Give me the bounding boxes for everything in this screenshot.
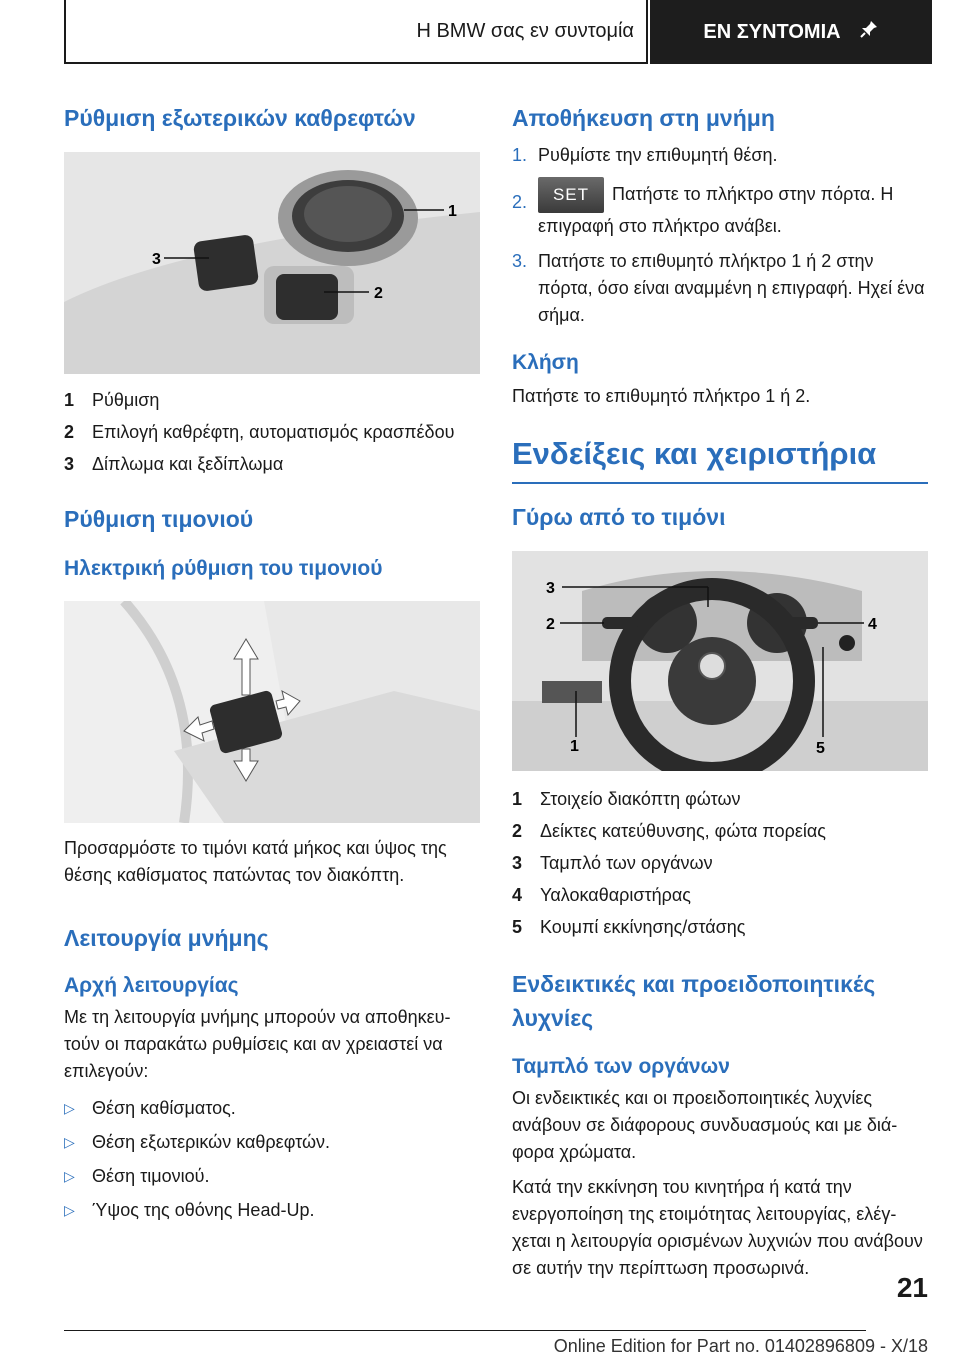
- mirror-callout: 1: [448, 203, 457, 220]
- mirror-callout: 2: [374, 285, 383, 302]
- left-column: [64, 100, 480, 1227]
- list-item: 1. Ρυθμίστε την επιθυμητή θέση.: [512, 145, 778, 165]
- pushpin-icon: [859, 19, 879, 45]
- steering-instruction: Προσαρμόστε το τιμόνι κατά μήκος και ύψος της θέσης καθίσματος πατώντας τον διακόπτη.: [64, 838, 447, 885]
- steering-subheading: Ηλεκτρική ρύθμιση του τιμονιού: [64, 557, 383, 580]
- memory-subheading: Αρχή λειτουργίας: [64, 974, 239, 997]
- header-section-title: Η BMW σας εν συντομία: [64, 0, 648, 64]
- cluster-text-2: Κατά την εκκίνηση του κινητήρα ή κατά την ενεργοποίηση της ετοιμότητας λειτουργίας, ελέγχεται η λειτουργία ορισμένων λυχνιών που ανάβουν σε αυτήν την περίπτωση προσωρινά.: [512, 1177, 923, 1278]
- mirror-heading: Ρύθμιση εξωτερικών καθρεφτών: [64, 105, 416, 131]
- cockpit-callout: 5: [816, 740, 825, 757]
- list-item: 1 Ρύθμιση: [64, 390, 160, 410]
- triangle-bullet-icon: ▷: [64, 1134, 75, 1150]
- list-item: 2 Δείκτες κατεύθυνσης, φώτα πορείας: [512, 821, 826, 841]
- header-chapter-tab[interactable]: ΕΝ ΣΥΝΤΟΜΙΑ: [650, 0, 932, 64]
- set-button-icon: SET: [538, 177, 604, 213]
- triangle-bullet-icon: ▷: [64, 1100, 75, 1116]
- list-item: 4 Υαλοκαθαριστήρας: [512, 885, 691, 905]
- recall-text: Πατήστε το επιθυμητό πλήκτρο 1 ή 2.: [512, 386, 811, 406]
- memory-heading: Λειτουργία μνήμης: [64, 925, 269, 951]
- around-wheel-heading: Γύρω από το τιμόνι: [512, 504, 726, 530]
- list-item: 2 Επιλογή καθρέφτη, αυτοματισμός κρασπέδου: [64, 422, 455, 442]
- list-item: ▷ Ύψος της οθόνης Head-Up.: [64, 1193, 480, 1227]
- list-item: 3 Ταμπλό των οργάνων: [512, 853, 713, 873]
- triangle-bullet-icon: ▷: [64, 1168, 75, 1184]
- memory-intro: Με τη λειτουργία μνήμης μπορούν να αποθηκευτούν οι παρακάτω ρυθμίσεις και αν χρειαστεί να επιλεγούν:: [64, 1007, 451, 1081]
- cluster-heading: Ταμπλό των οργάνων: [512, 1055, 730, 1078]
- cockpit-callout: 3: [546, 580, 555, 597]
- list-item: 2. SET Πατήστε το πλήκτρο στην πόρτα. Η επιγραφή στο πλήκτρο ανάβει.: [512, 177, 928, 240]
- cockpit-figure: [512, 551, 928, 771]
- mirror-controls-figure: [64, 152, 480, 374]
- footer-edition: Online Edition for Part no. 01402896809 - X/18: [553, 1336, 928, 1356]
- list-item: 1 Στοιχείο διακόπτη φώτων: [512, 789, 741, 809]
- cockpit-callout: 2: [546, 616, 555, 633]
- page-number: 21: [896, 1272, 928, 1303]
- steering-switch-figure: [64, 601, 480, 823]
- list-item: ▷ Θέση καθίσματος.: [64, 1091, 480, 1125]
- list-item: ▷ Θέση εξωτερικών καθρεφτών.: [64, 1125, 480, 1159]
- cockpit-callout: 4: [868, 616, 877, 633]
- cockpit-callout: 1: [570, 738, 579, 755]
- warning-lights-heading: Ενδεικτικές και προειδοποιητικές λυχνίες: [512, 971, 876, 1031]
- list-item: ▷ Θέση τιμονιού.: [64, 1159, 480, 1193]
- steering-heading: Ρύθμιση τιμονιού: [64, 506, 254, 532]
- mirror-callout: 3: [152, 251, 161, 268]
- indicators-heading: Ενδείξεις και χειριστήρια: [512, 436, 928, 484]
- right-column: [512, 100, 928, 1282]
- cluster-text-1: Οι ενδεικτικές και οι προειδοποιητικές λυχνίες ανάβουν σε διάφορους συνδυασμούς και με διάφορα χρώματα.: [512, 1088, 898, 1162]
- list-item: 3. Πατήστε το επιθυμητό πλήκτρο 1 ή 2 στην πόρτα, όσο είναι αναμμένη η επιγραφή. Ηχεί ένα σήμα.: [512, 251, 925, 325]
- footer-divider: [64, 1330, 866, 1331]
- save-memory-heading: Αποθήκευση στη μνήμη: [512, 105, 775, 131]
- list-item: 3 Δίπλωμα και ξεδίπλωμα: [64, 454, 284, 474]
- triangle-bullet-icon: ▷: [64, 1202, 75, 1218]
- list-item: 5 Κουμπί εκκίνησης/στάσης: [512, 917, 746, 937]
- recall-heading: Κλήση: [512, 351, 579, 374]
